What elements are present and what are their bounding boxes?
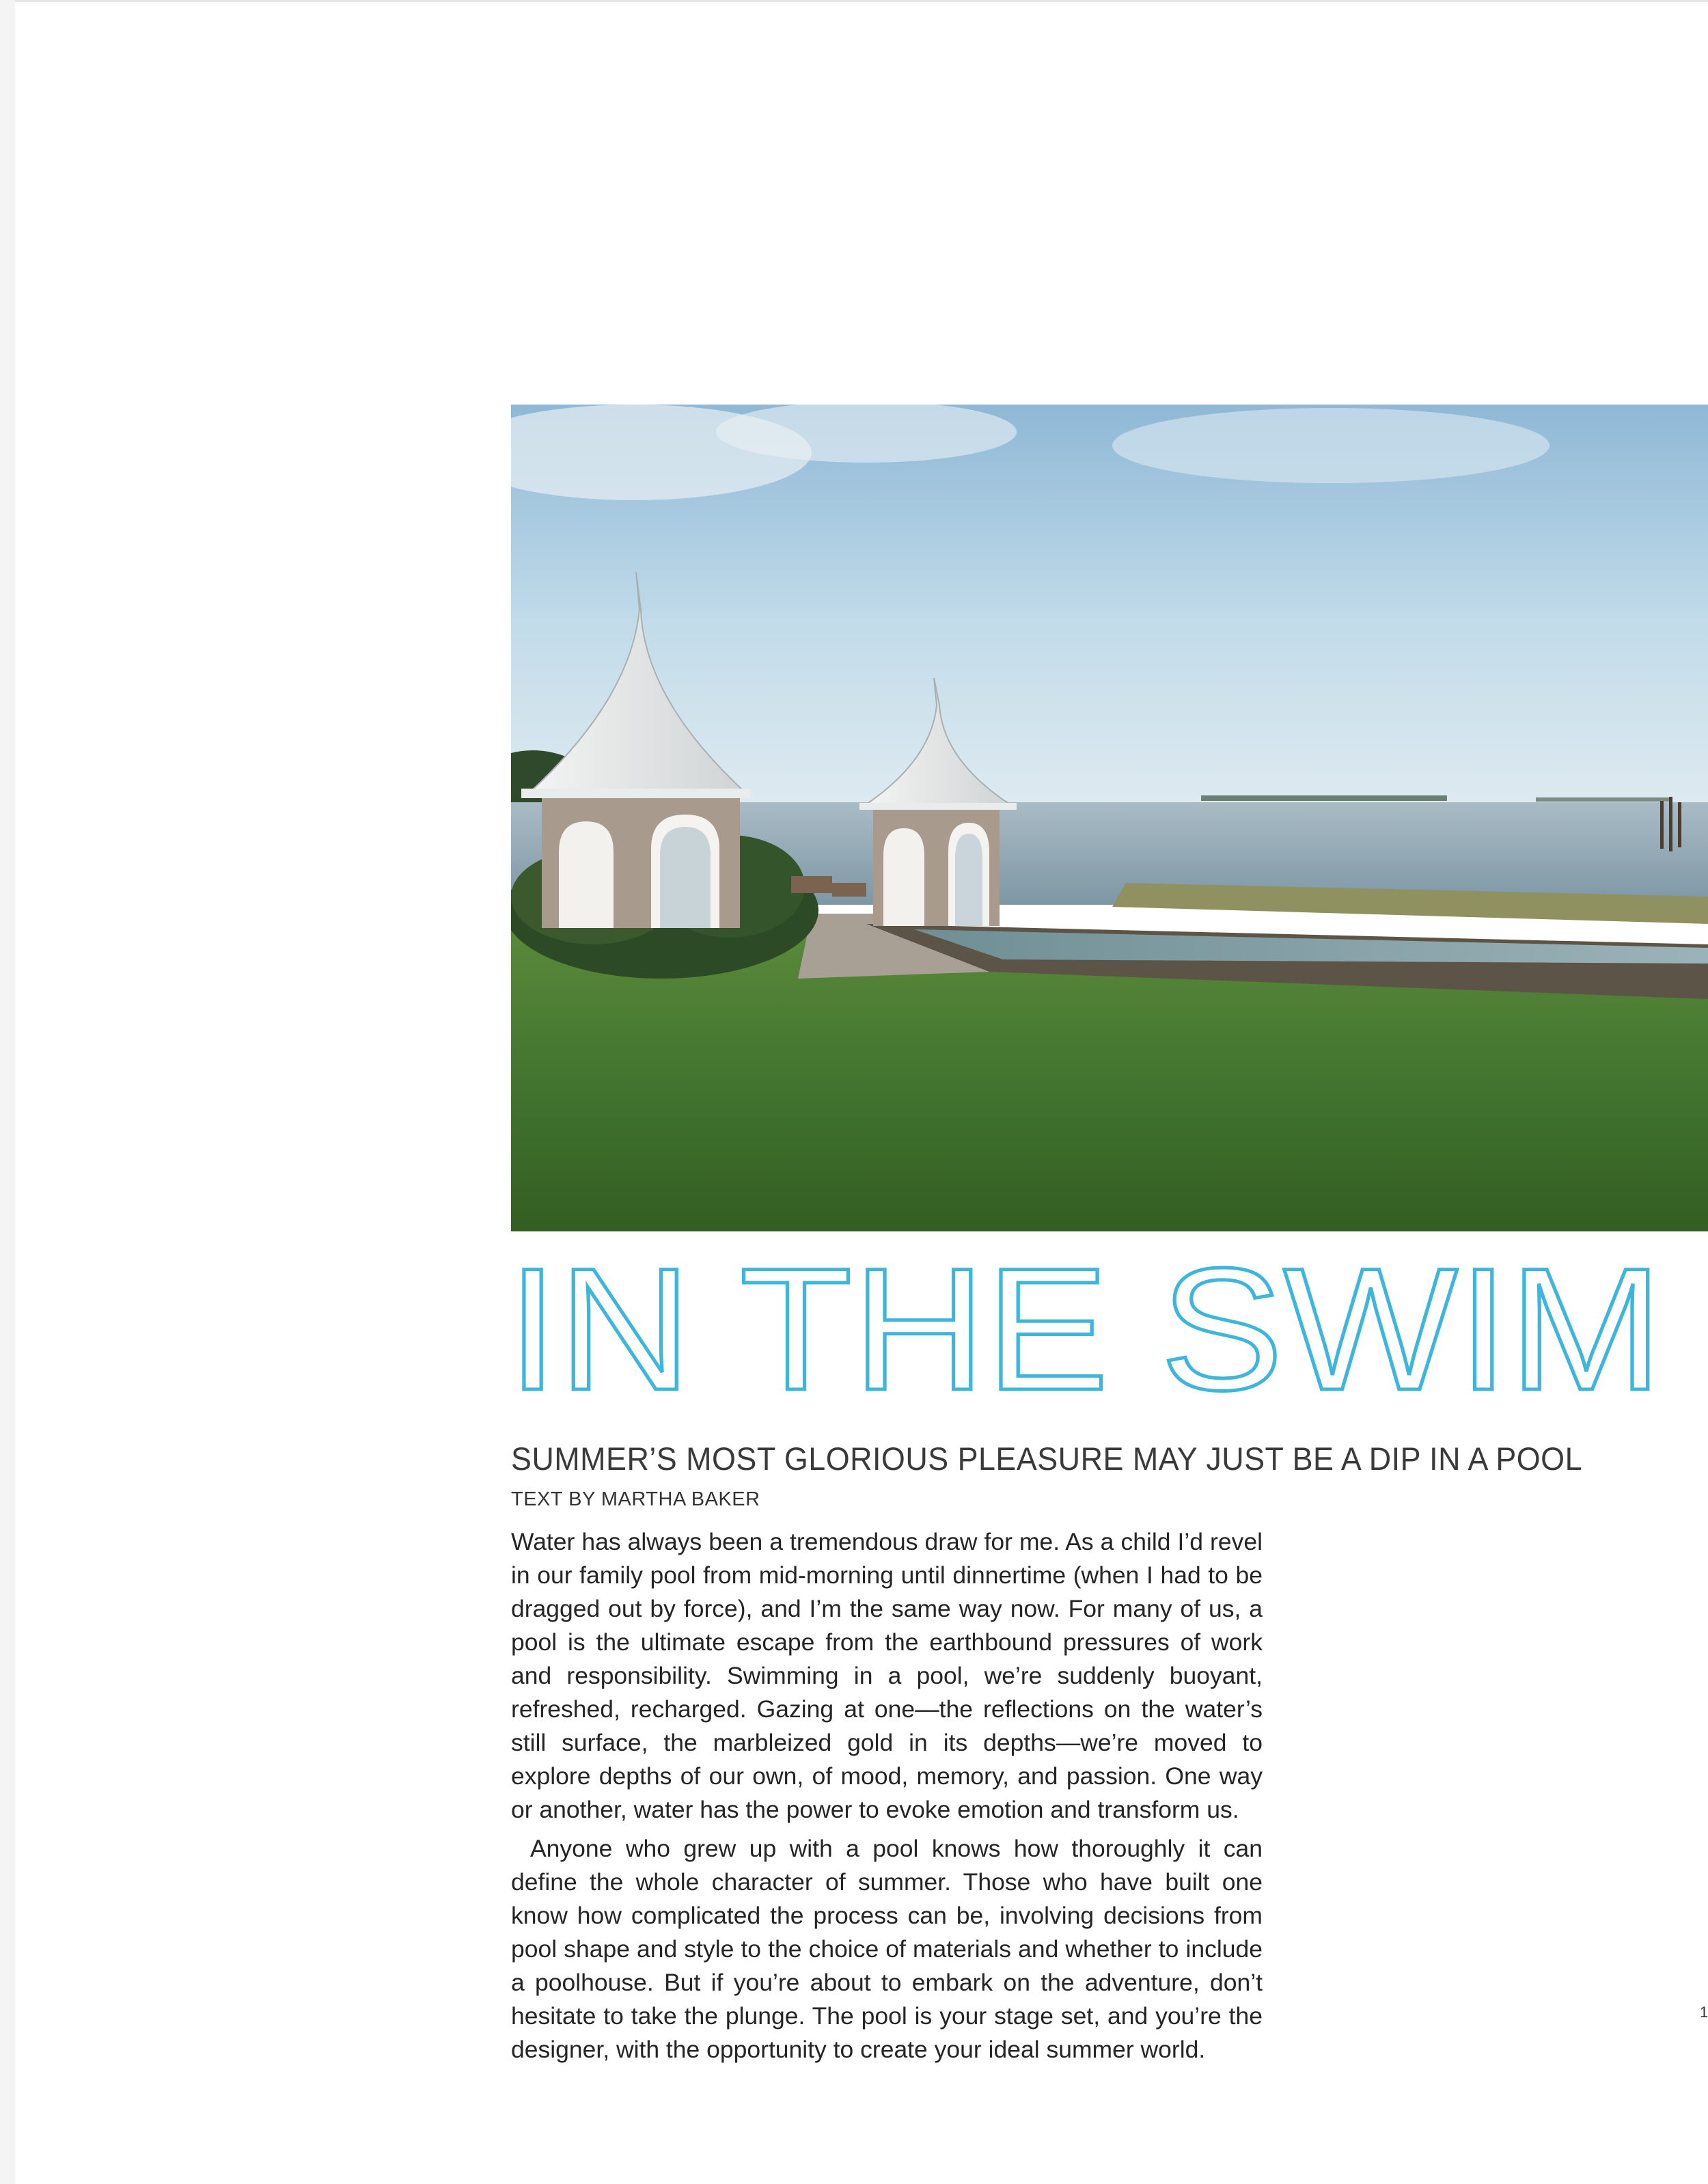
- poolside-photo: [511, 405, 1708, 1231]
- article-dek: SUMMER’S MOST GLORIOUS PLEASURE MAY JUST BE A DIP IN A POOL: [511, 1441, 1583, 1477]
- body-paragraph: Anyone who grew up with a pool knows how thoroughly it can define the whole character of summer. Those who have built one know how complicated the process can be, involving decisions from pool shape and style to the choice of materials and whether to include a poolhouse. But if you’re about to embark on the adventure, don’t hesitate to take the plunge. The pool is your stage set, and you’re the designer, with the opportunity to create your ideal summer world.: [511, 1835, 1263, 2063]
- article-body: [511, 1525, 1263, 2066]
- body-paragraph: Water has always been a tremendous draw for me. As a child I’d revel in our family pool from mid-morning until dinnertime (when I had to be dragged out by force), and I’m the same way now. For many of us, a pool is the ultimate escape from the earthbound pressures of work and responsibility. Swimming in a pool, we’re suddenly buoyant, refreshed, recharged. Gazing at one—the reflections on the water’s still surface, the marbleized gold in its depths—we’re moved to explore depths of our own, of mood, memory, and passion. One way or another, water has the power to evoke emotion and transform us.: [511, 1528, 1263, 1823]
- scan-left-edge: [0, 0, 15, 2184]
- article-byline: TEXT BY MARTHA BAKER: [511, 1488, 760, 1510]
- scan-top-edge: [0, 0, 1708, 2]
- page-number: 1: [1700, 2004, 1708, 2021]
- article-headline: IN THE SWIM: [507, 1232, 1663, 1427]
- pool: [914, 929, 1708, 964]
